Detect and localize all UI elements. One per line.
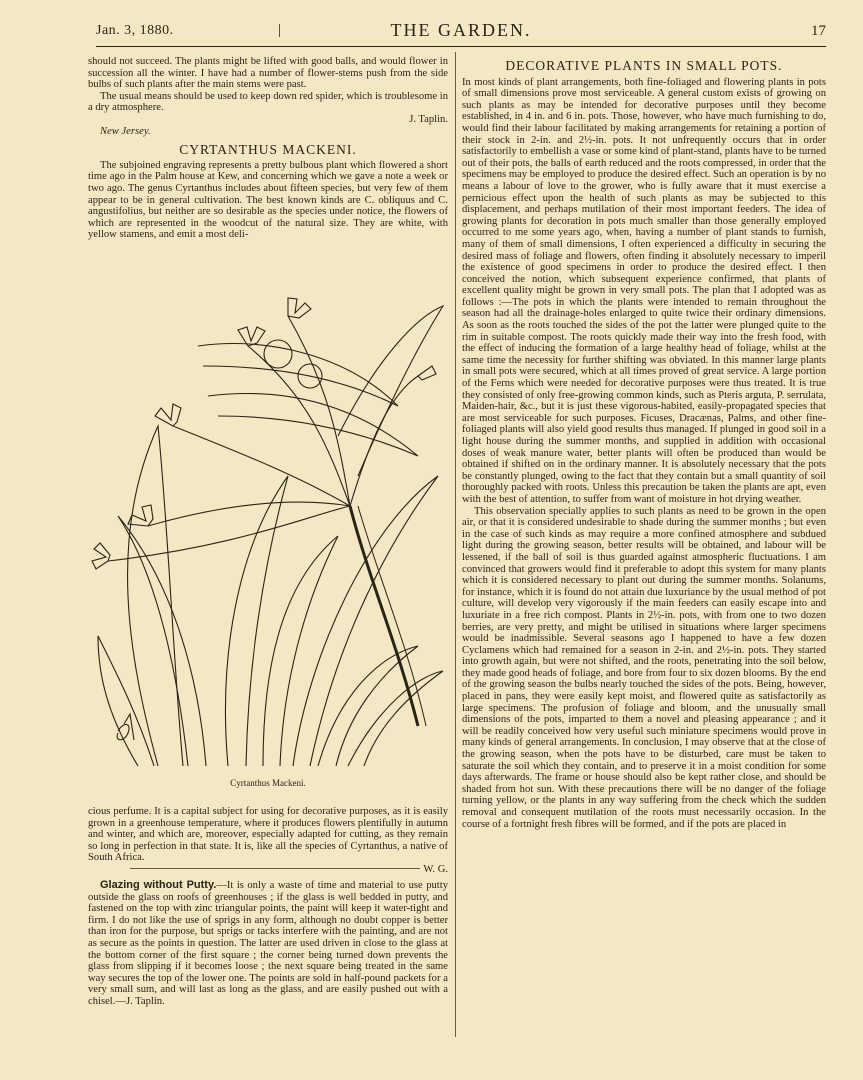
red-spider-text: The usual means should be used to keep down red spider, which is troublesome in a dry atmosphere. xyxy=(88,90,448,114)
page-number: 17 xyxy=(811,23,826,39)
glazing-article xyxy=(88,880,448,1008)
glazing-text: —It is only a waste of time and material to use putty outside the glass on roofs of greenhouses ; if the glass is well bedded in putty, and fastened on the top with zinc triangular points, the paint will keep it water-tight and firm. I do not like the use of sprigs in any form, although no doubt copper is better than iron for the purpose, but sprigs or tacks interfere with the painting, and are not as secure as the points in question. The latter are used driven in close to the glass at the bottom corner of the first square ; the corner being turned down prevents the glass from slipping if it becomes loose ; the next square being treated in the same way secures the top of the lower one. The points are sold in half-pound packets for a very small sum, and will last as long as the glass, and are easily pushed out with a chisel.—J. Taplin. xyxy=(88,880,448,1007)
decorative-paragraph-2: This observation specially applies to such plants as need to be grown in the open air, or that it is considered undesirable to shade during the summer months ; but even in the case of such kinds as may require a more confined atmosphere and subdued light during the growing season, better results will be obtained, and labour will be lessened, if the ball of soil is thus guarded against atmospheric fluctuations. I am convinced that growers would find it preferable to adopt this system for many plants which it is considered necessary to plant out during the summer months. Solanums, for instance, which it is found do not attain due luxuriance by the usual method of pot culture, will develop very vigorously if the main feeders can easily escape into and luxuriate in a free rich compost. Plants in 2½-in. pots, with from one to two dozen berries, are very pretty, and might be utilised in situations where larger specimens would be inadmissible. Several seasons ago I happened to have a few dozen Cyclamens which had remained for a season in 2-in. and 2½-in. pots. They started into growth again, but were not shifted, and the roots, penetrating into the soil below, they made good heads of foliage, and bore from four to six dozen blooms. By the end of the growing season the bulbs nearly touched the sides of the pots. Being, however, placed in pans, they were easily kept moist, and flowered quite as satisfactorily as large specimens. The profusion of foliage and bloom, and the unusually small dimensions of the pots, imparted to them a novel and pleasing appearance ; and it will be readily conceived how very useful such miniature specimens would prove in many kinds of general arrangements. In conclusion, I may observe that at the close of the growing season, when the pots have to be disturbed, care must be taken to saturate the soil which they contain, and to preserve it in a moist condition for some days afterwards. The frame or house should also be kept rather close, and should be shaded from hot sun. With these precautions there will be no danger of the foliage turning yellow, or the plants in any way suffering from the check which the sudden removal and consequent mutilation of the roots must necessarily occasion. In the course of a fortnight fresh fibres will be formed, and if the pots are placed in xyxy=(462,505,826,830)
cyrtanthus-signature: W. G. xyxy=(423,863,448,875)
left-column xyxy=(88,56,448,241)
author-place: New Jersey. xyxy=(100,125,151,137)
cyrtanthus-engraving xyxy=(88,276,448,776)
header-separator: | xyxy=(278,22,282,38)
cyrtanthus-title: CYRTANTHUS MACKENI. xyxy=(179,142,357,158)
publication-title: THE GARDEN. xyxy=(390,20,532,40)
continued-paragraph: should not succeed. The plants might be lifted with good balls, and would flower in succession all the winter. I have had a number of flower-stems push from the side bulbs of such plants after the main stems were past. xyxy=(88,56,448,91)
engraving-caption: Cyrtanthus Mackeni. xyxy=(230,778,306,788)
glazing-heading: Glazing without Putty. xyxy=(100,879,217,891)
decorative-paragraph-1: In most kinds of plant arrangements, both fine-foliaged and flowering plants in pots of small dimensions prove most serviceable. A general custom exists of growing on such plants as may be intended for decorative purposes until they become established, in 4 in. and 6 in. pots. Those, however, who have much furnishing to do, would find their labour facilitated by making arrangements for retaining a portion of their stock in 2-in. and 2½-in. pots. It not unfrequently occurs that in order satisfactorily to embellish a vase or some kind of plant-stand, plants have to be turned out of their pots, the balls of earth reduced and the roots compressed, in order that the specimens may be employed to produce the desired effect. Such an operation is by no means a labour of love to the grower, who is fully aware that it must exercise a pernicious effect upon the health of such plants as may be subjected to this displacement, and perhaps mutilation of their most important feeders. The idea of growing plants for decoration in pots much smaller than those generally employed occurred to me some years ago, when, having a number of plant stands to furnish, many of them of small dimensions, I often experienced a difficulty in securing the desired mass of foliage and flowers, often finding it absolutely necessary to imperil the existence of good specimens in order to produce the desired effect. I then conceived the notion, which subsequent experience confirmed, that plants of excellent quality might be grown in very small pots. The plan that I adopted was as follows :—The pots in which the plants were intended to remain throughout the season had all the drainage-holes enlarged to quite twice their ordinary dimensions. As soon as the roots touched the sides of the pot the latter were plunged quite to the rim in suitable compost. The roots quickly made their way into the fresh food, with the effect of inducing the formation of a large healthy head of foliage, whilst at the same time the necessity for further shifting was obviated. In this manner large plants in small pots were secured, which at all times proved of great service. A large portion of the Ferns which were needed for decorative purposes were thus treated. It is true they consisted of only free-growing common kinds, such as Pteris arguta, P. serrulata, Maiden-hair, &c., but it is just these vigorous-habited, easily-propagated species that are most serviceable for such purposes. Ficuses, Dracænas, Palms, and other fine-foliaged plants will also yield good results thus managed. If plunged in good soil in a light house during the summer months, and supplied in addition with occasional doses of weak manure water, better plants will often be produced than would be obtained if shifted on in the ordinary manner. It is absolutely necessary that the pots be constantly plunged, owing to the fact that they contain but a small quantity of soil thoroughly packed with roots. Unless this precaution be taken the plants are apt, even with the best of attention, to suffer from want of moisture in hot drying weather. xyxy=(462,76,826,505)
glazing-paragraph xyxy=(88,880,448,1008)
author-signature: J. Taplin. xyxy=(409,113,448,125)
section-rule xyxy=(130,868,420,869)
cyrtanthus-paragraph-1: The subjoined engraving represents a pretty bulbous plant which flowered a short time ago in the Palm house at Kew, and concerning which we gave a note a week or two ago. The genus Cyrtanthus includes about fifteen species, but very few of them appear to be in general cultivation. The best known kinds are C. obliquus and C. angustifolius, but neither are so desirable as the species under notice, the flowers of which are represented in the woodcut of the natural size. They are white, with yellow stamens, and emit a most deli- xyxy=(88,159,448,241)
header-date: Jan. 3, 1880. xyxy=(96,23,174,38)
column-divider xyxy=(455,52,456,1037)
right-column xyxy=(462,60,826,830)
cyrtanthus-continuation xyxy=(88,806,448,876)
cyrtanthus-paragraph-2: cious perfume. It is a capital subject for using for decorative purposes, as it is easily grown in a greenhouse temperature, where it produces flowers plentifully in autumn and winter, and which are, moreover, especially adapted for cutting, as they remain so long in perfection in that state. It is, like all the species of Cyrtanthus, a native of South Africa. xyxy=(88,806,448,864)
red-spider-paragraph xyxy=(88,91,448,114)
decorative-title: DECORATIVE PLANTS IN SMALL POTS. xyxy=(505,58,783,73)
page-header xyxy=(96,20,826,47)
